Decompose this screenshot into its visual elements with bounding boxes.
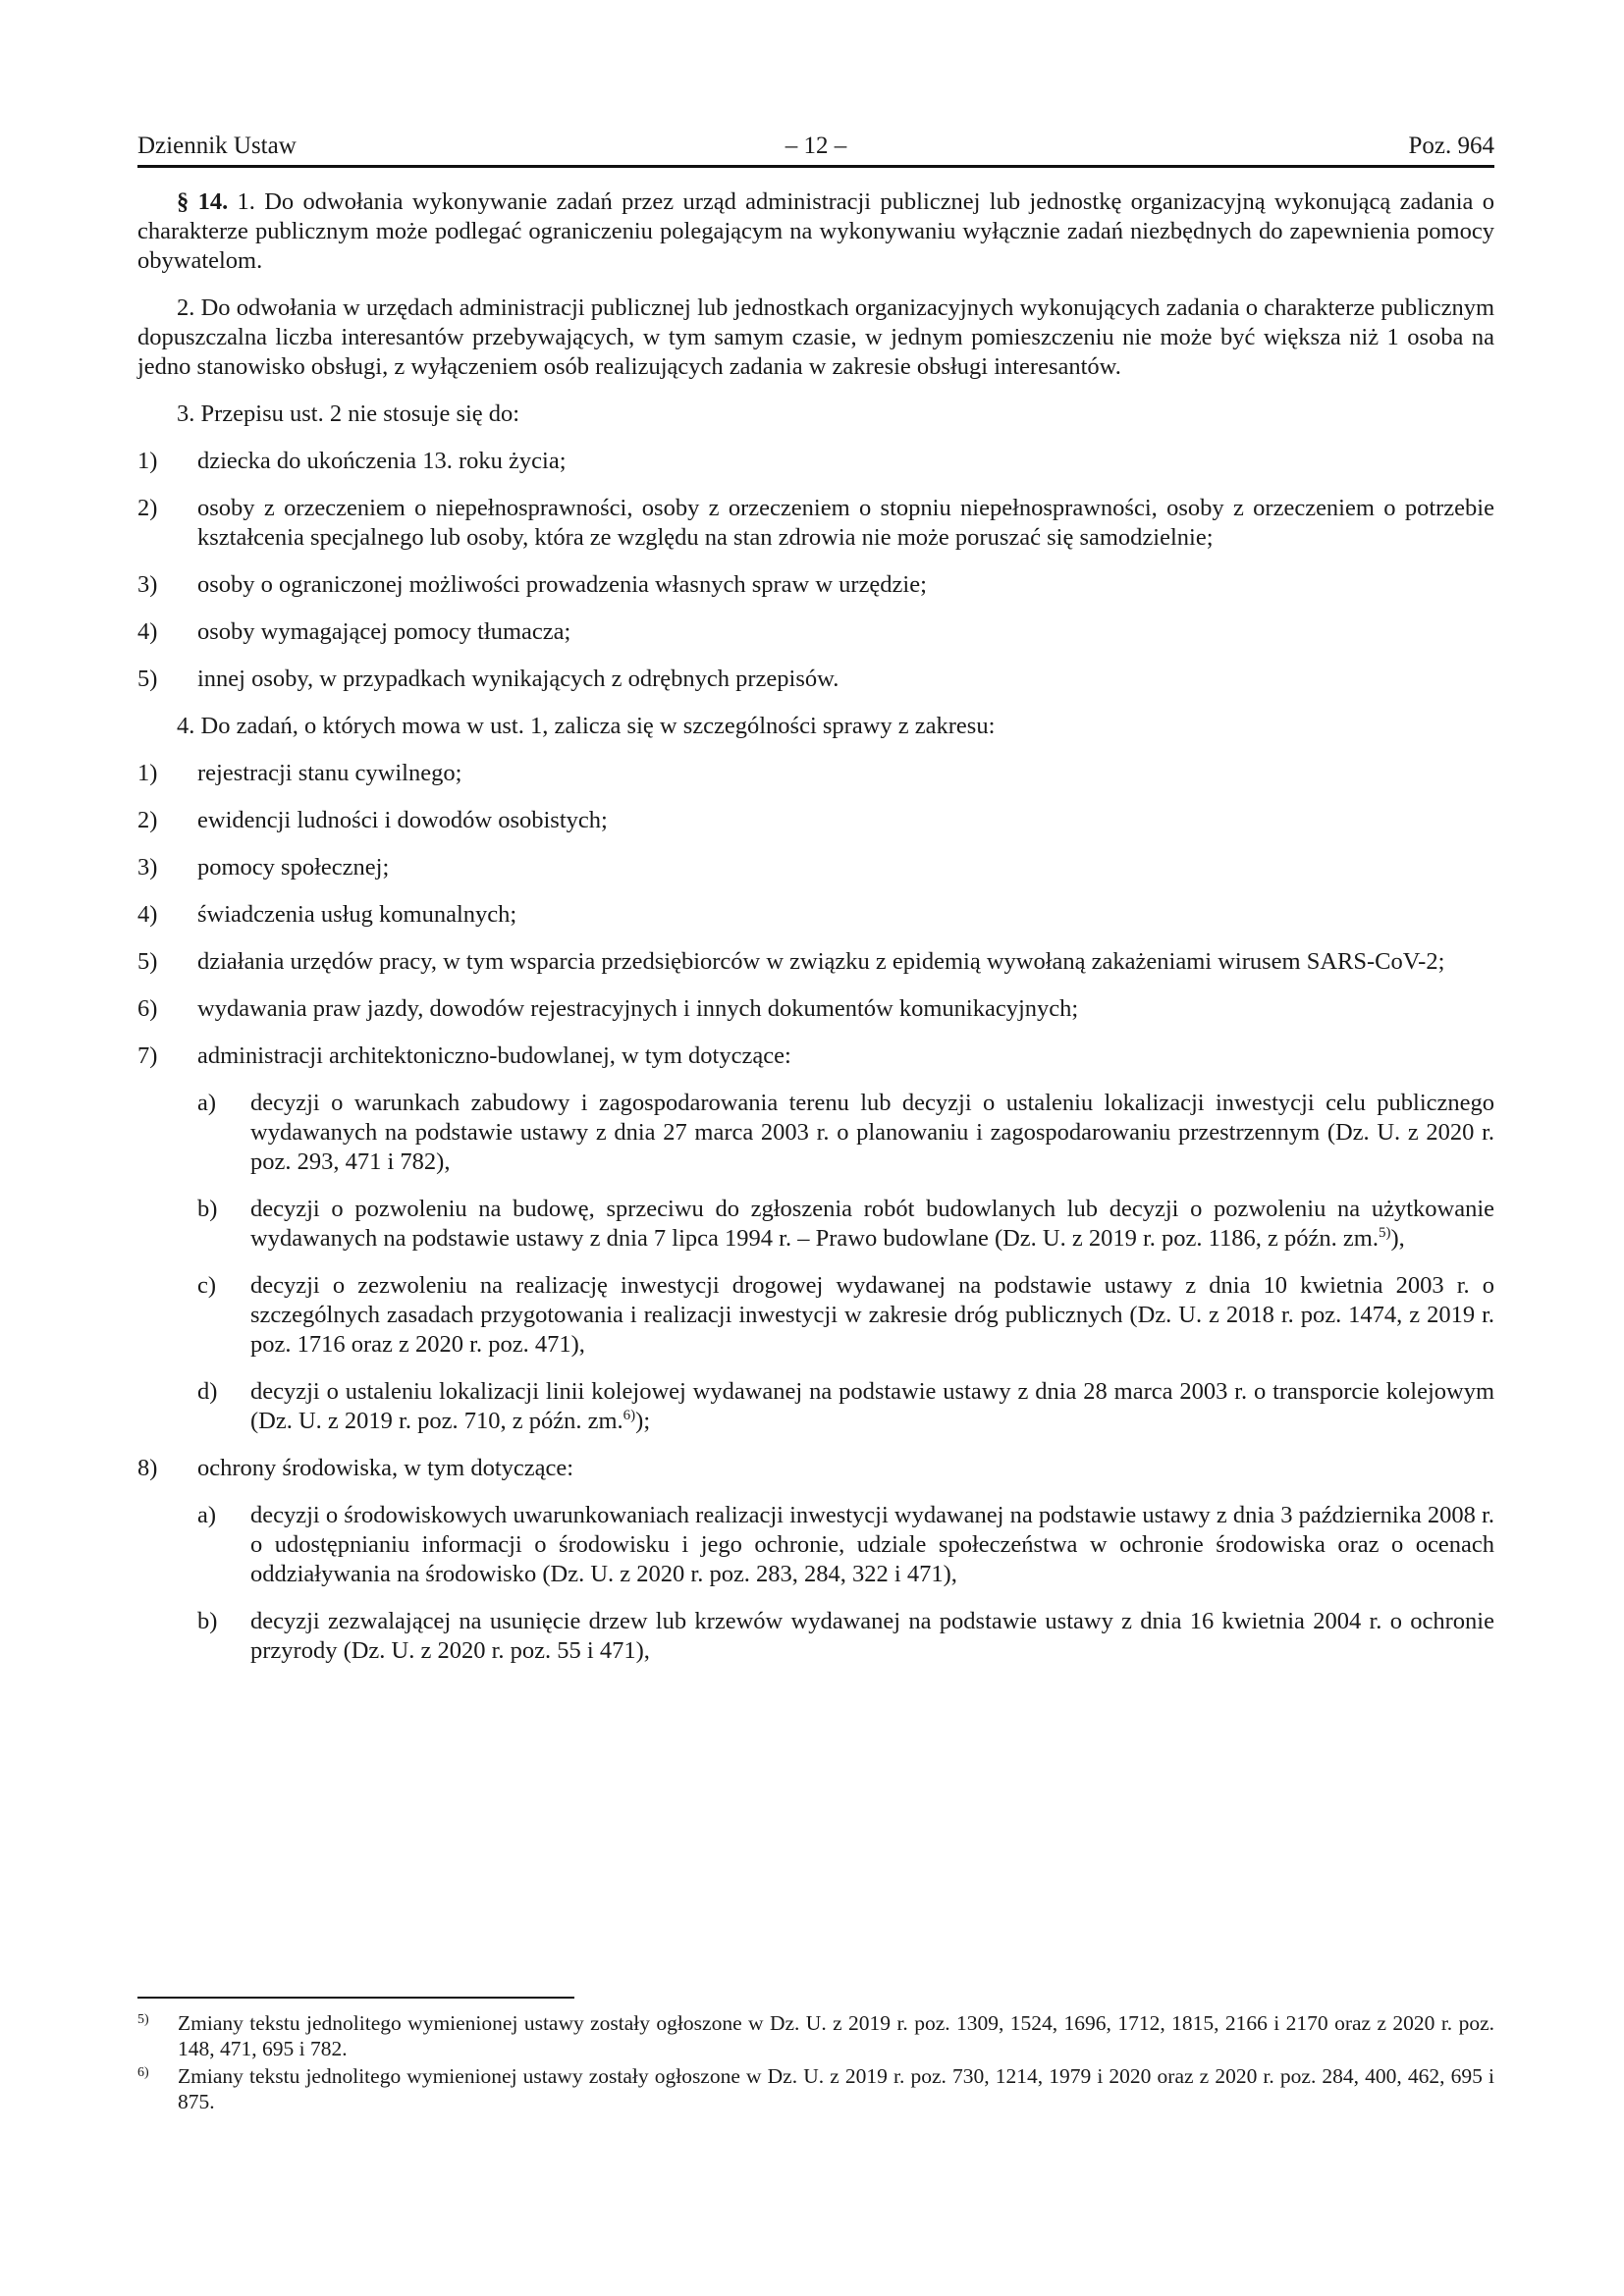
sub-list-item-tail: ); [635,1408,651,1434]
footnote-reference[interactable]: 6) [623,1408,636,1423]
paragraph-3: 3. Przepisu ust. 2 nie stosuje się do: [177,400,520,427]
list-item [137,1454,1494,1483]
journal-title: Dziennik Ustaw [137,133,297,159]
sub-list-item-text: decyzji o zezwoleniu na realizację inwestycji drogowej wydawanej na podstawie ustawy z dnia 10 kwietnia 2003 r. o szczególnych zasadach przygotowania i realizacji inwestycji w zakresie dróg publicznych (Dz. U. z 2018 r. poz. 1474, z 2019 r. poz. 1716 oraz z 2020 r. poz. 471), [250,1272,1494,1358]
list-item [137,994,1494,1024]
list-item-text: administracji architektoniczno-budowlanej, w tym dotyczące: [197,1042,791,1069]
list-item-text: ewidencji ludności i dowodów osobistych; [197,807,608,833]
list-item-number: 6) [137,995,158,1022]
document-page [137,130,1494,1683]
list-item-text: ochrony środowiska, w tym dotyczące: [197,1455,574,1481]
position-number: Poz. 964 [1408,133,1494,159]
sub-list-item [137,1377,1494,1436]
sub-list-item-text: decyzji o warunkach zabudowy i zagospodarowania terenu lub decyzji o ustaleniu lokalizacji inwestycji celu publicznego wydawanych na podstawie ustawy z dnia 27 marca 2003 r. o planowaniu i zagospodarowaniu przestrzennym (Dz. U. z 2020 r. poz. 293, 471 i 782), [250,1090,1494,1175]
list-item-text: osoby z orzeczeniem o niepełnosprawności, osoby z orzeczeniem o stopniu niepełnosprawności, osoby z orzeczeniem o potrzebie kształcenia specjalnego lub osoby, która ze względu na stan zdrowia nie może poruszać się samodzielnie; [197,495,1494,551]
list-item-number: 1) [137,760,158,786]
sub-list-item-letter: c) [197,1272,217,1299]
list-item-text: dziecka do ukończenia 13. roku życia; [197,448,567,474]
sub-list-item-letter: b) [197,1196,218,1222]
sub-list-item-letter: a) [197,1090,217,1116]
sub-list-item-text: decyzji zezwalającej na usunięcie drzew lub krzewów wydawanej na podstawie ustawy z dnia 16 kwietnia 2004 r. o ochronie przyrody (Dz. U. z 2020 r. poz. 55 i 471), [250,1608,1494,1664]
paragraph-1-text: 1. Do odwołania wykonywanie zadań przez urząd administracji publicznej lub jednostkę organizacyjną wykonującą zadania o charakterze publicznym może podlegać ograniczeniu polegającym na wykonywaniu wyłącznie zadań niezbędnych do zapewnienia pomocy obywatelom. [137,188,1494,274]
list-item-number: 4) [137,901,158,928]
list-item-text: pomocy społecznej; [197,854,390,881]
sub-list-item [137,1501,1494,1589]
list-item [137,570,1494,600]
sub-list-item-letter: b) [197,1608,218,1634]
list-item-text: działania urzędów pracy, w tym wsparcia przedsiębiorców w związku z epidemią wywołaną zakażeniami wirusem SARS-CoV-2; [197,948,1445,975]
document-body [137,187,1494,1666]
list-item-text: świadczenia usług komunalnych; [197,901,517,928]
list-item-number: 4) [137,618,158,645]
list-item [137,665,1494,694]
list-item [137,853,1494,882]
sub-list-item [137,1195,1494,1254]
section-label: § 14. [177,188,229,215]
sub-list-item-letter: a) [197,1502,217,1528]
list-item-number: 2) [137,807,158,833]
sub-list-item-text: decyzji o pozwoleniu na budowę, sprzeciwu do zgłoszenia robót budowlanych lub decyzji o pozwoleniu na użytkowanie wydawanych na podstawie ustawy z dnia 7 lipca 1994 r. – Prawo budowlane (Dz. U. z 2019 r. poz. 1186, z późn. zm. [250,1196,1494,1252]
list-item [137,806,1494,835]
list-item-number: 3) [137,854,158,881]
list-item-number: 2) [137,495,158,521]
sub-list-item-tail: ), [1390,1225,1405,1252]
sub-list-item [137,1607,1494,1666]
list-item-text: osoby o ograniczonej możliwości prowadzenia własnych spraw w urzędzie; [197,571,927,598]
footnote-reference[interactable]: 5) [1378,1225,1391,1241]
list-item [137,447,1494,476]
paragraph-4: 4. Do zadań, o których mowa w ust. 1, zalicza się w szczególności sprawy z zakresu: [177,713,996,739]
list-item-number: 5) [137,948,158,975]
footnote-text: Zmiany tekstu jednolitego wymienionej ustawy zostały ogłoszone w Dz. U. z 2019 r. poz. 1309, 1524, 1696, 1712, 1815, 2166 i 2170 oraz z 2020 r. poz. 148, 471, 695 i 782. [178,2011,1494,2060]
list-item-text: rejestracji stanu cywilnego; [197,760,462,786]
list-item-number: 8) [137,1455,158,1481]
sub-list-item [137,1271,1494,1360]
list-item [137,900,1494,930]
sub-list-item-text: decyzji o środowiskowych uwarunkowaniach realizacji inwestycji wydawanej na podstawie ustawy z dnia 3 października 2008 r. o udostępnianiu informacji o środowisku i jego ochronie, udziale społeczeństwa w ochronie środowiska oraz o ocenach oddziaływania na środowisko (Dz. U. z 2020 r. poz. 283, 284, 322 i 471), [250,1502,1494,1587]
footnote [137,2010,1494,2061]
list-item-text: innej osoby, w przypadkach wynikających z odrębnych przepisów. [197,666,839,692]
footnote-text: Zmiany tekstu jednolitego wymienionej ustawy zostały ogłoszone w Dz. U. z 2019 r. poz. 730, 1214, 1979 i 2020 oraz z 2020 r. poz. 284, 400, 462, 695 i 875. [178,2064,1494,2113]
page-number: – 12 – [785,133,847,159]
list-item [137,617,1494,647]
paragraph-2: 2. Do odwołania w urzędach administracji publicznej lub jednostkach organizacyjnych wykonujących zadania o charakterze publicznym dopuszczalna liczba interesantów przebywających, w tym samym czasie, w jednym pomieszczeniu nie może być większa niż 1 osoba na jedno stanowisko obsługi, z wyłączeniem osób realizujących zadania w zakresie obsługi interesantów. [137,294,1494,380]
footnote-mark: 5) [137,2012,149,2027]
footnote-mark: 6) [137,2065,149,2080]
list-item [137,759,1494,788]
list-item-number: 7) [137,1042,158,1069]
page-header [137,130,1494,168]
footnotes [137,2010,1494,2116]
list-item-number: 1) [137,448,158,474]
sub-list-item-letter: d) [197,1378,218,1405]
paragraph-1 [137,187,1494,276]
sub-list-item [137,1089,1494,1177]
sub-list-item-text: decyzji o ustaleniu lokalizacji linii kolejowej wydawanej na podstawie ustawy z dnia 28 marca 2003 r. o transporcie kolejowym (Dz. U. z 2019 r. poz. 710, z późn. zm. [250,1378,1494,1434]
footnote [137,2063,1494,2114]
list-item-number: 5) [137,666,158,692]
list-item-text: osoby wymagającej pomocy tłumacza; [197,618,571,645]
list-item [137,1041,1494,1071]
list-item-text: wydawania praw jazdy, dowodów rejestracyjnych i innych dokumentów komunikacyjnych; [197,995,1079,1022]
footnote-separator [137,1997,574,1999]
list-item-number: 3) [137,571,158,598]
list-item [137,494,1494,553]
list-item [137,947,1494,977]
